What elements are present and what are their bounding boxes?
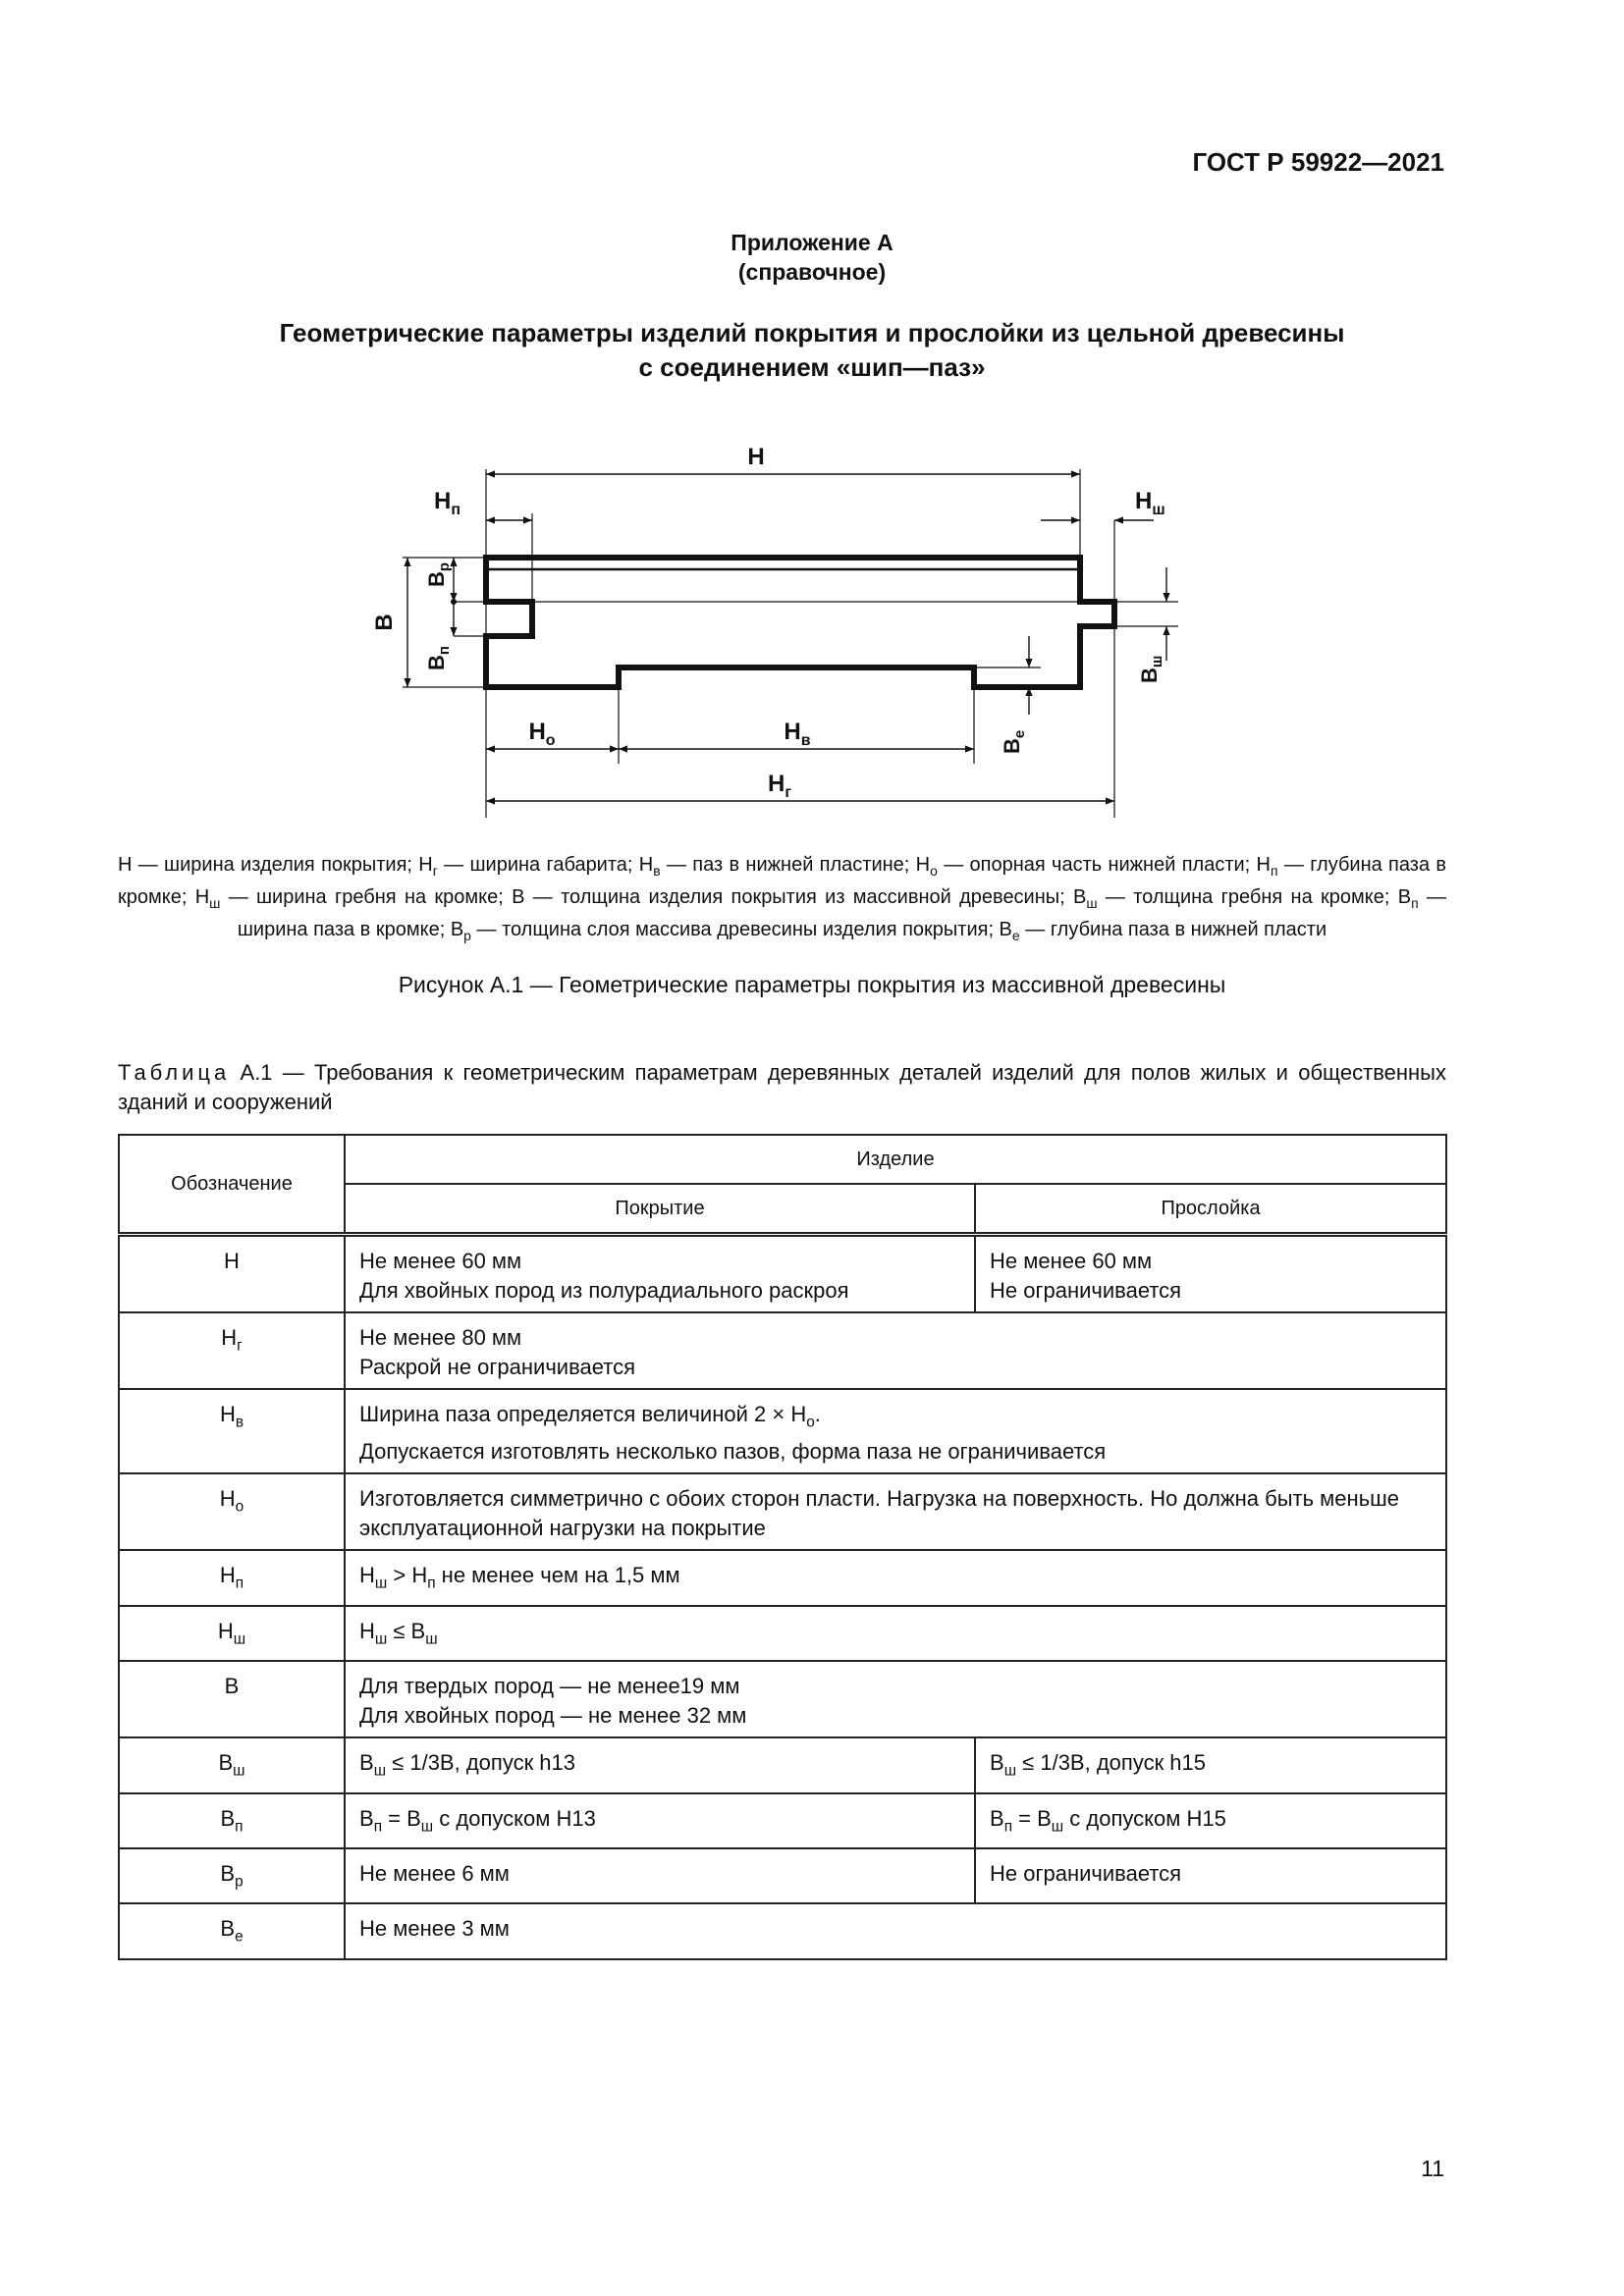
annex-title: Приложение А	[731, 230, 893, 255]
header-layer: Прослойка	[975, 1184, 1446, 1235]
document-id: ГОСТ Р 59922—2021	[1192, 147, 1444, 177]
annex-kind: (справочное)	[737, 259, 887, 285]
page-number: 11	[1421, 2156, 1444, 2181]
row-symbol: $Н_ш$	[119, 1606, 345, 1661]
row-layer: Не ограничивается	[975, 1848, 1446, 1903]
table-row	[119, 1737, 1446, 1792]
row-value: Для твердых пород — не менее19 мм Для хвойных пород — не менее 32 мм	[345, 1661, 1446, 1737]
row-cover: Не менее 6 мм	[345, 1848, 975, 1903]
row-cover: $В_п = В_ш$ с допуском Н13	[345, 1793, 975, 1848]
header-cover: Покрытие	[345, 1184, 975, 1235]
table-row	[119, 1473, 1446, 1550]
table-row	[119, 1848, 1446, 1903]
table-row	[119, 1389, 1446, 1473]
header-designation: Обозначение	[119, 1135, 345, 1235]
row-value: Не менее 80 мм Раскрой не ограничивается	[345, 1312, 1446, 1389]
row-layer: $В_ш \le 1/3В$, допуск h15	[975, 1737, 1446, 1792]
row-symbol: Н	[119, 1235, 345, 1313]
figure-caption: Рисунок А.1 — Геометрические параметры покрытия из массивной древесины	[398, 972, 1226, 997]
label-Hsh: $Н_ш$	[1135, 488, 1165, 518]
document-title	[118, 316, 1506, 385]
label-Be: $В_е$	[1000, 729, 1028, 754]
row-layer: $В_п = В_ш$ с допуском Н15	[975, 1793, 1446, 1848]
label-Hg: $Н_г$	[767, 771, 792, 801]
row-cover: $В_ш \le 1/3В$, допуск h13	[345, 1737, 975, 1792]
row-layer: Не менее 60 мм Не ограничивается	[975, 1235, 1446, 1313]
label-Hp: $Н_п$	[434, 488, 461, 518]
document-title-line-1: Геометрические параметры изделий покрытия и прослойки из цельной древесины	[279, 318, 1345, 347]
table-row	[119, 1903, 1446, 1958]
requirements-table	[118, 1134, 1447, 1960]
label-Hv: $Н_в$	[784, 719, 811, 749]
table-row	[119, 1312, 1446, 1389]
tongue-groove-profile-diagram	[363, 430, 1178, 832]
document-title-line-2: с соединением «шип—паз»	[638, 352, 986, 382]
row-symbol: В	[119, 1661, 345, 1737]
label-Bp: $В_р$	[424, 561, 453, 587]
row-value: Ширина паза определяется величиной $2 \times Н_о$. Допускается изготовлять несколько пазов, форма паза не ограничивается	[345, 1389, 1446, 1473]
label-H: Н	[747, 444, 765, 470]
table-caption: Таблица А.1 — Требования к геометрическим параметрам деревянных деталей изделий для полов жилых и общественных зданий и сооружений	[118, 1060, 1446, 1114]
row-value: Изготовляется симметрично с обоих сторон пласти. Нагрузка на поверхность. Но должна быть меньше эксплуатационной нагрузки на покрытие	[345, 1473, 1446, 1550]
row-symbol: $Н_п$	[119, 1550, 345, 1605]
table-row	[119, 1606, 1446, 1661]
label-B: В	[371, 614, 398, 631]
row-symbol: $В_е$	[119, 1903, 345, 1958]
row-symbol: $В_р$	[119, 1848, 345, 1903]
row-symbol: $Н_г$	[119, 1312, 345, 1389]
table-row	[119, 1235, 1446, 1313]
table-row	[119, 1793, 1446, 1848]
row-value: $Н_ш > Н_п$ не менее чем на 1,5 мм	[345, 1550, 1446, 1605]
figure-legend: Н — ширина изделия покрытия; $Н_г$ — ширина габарита; $Н_в$ — паз в нижней пластине; $Н_о$ — опорная часть нижней пласти; $Н_п$ — глубина паза в кромке; $Н_ш$ — ширина гребня на кромке; В — толщина изделия покрытия из массивной древесины; $В_ш$ — толщина гребня на кромке; $В_п$ — ширина паза в кромке; $В_р$ — толщина слоя массива древесины изделия покрытия; $В_е$ — глубина паза в нижней пласти	[118, 854, 1447, 943]
label-Bsh: $В_ш$	[1137, 655, 1165, 683]
row-cover: Не менее 60 мм Для хвойных пород из полурадиального раскроя	[345, 1235, 975, 1313]
row-symbol: $Н_в$	[119, 1389, 345, 1473]
row-symbol: $Н_о$	[119, 1473, 345, 1550]
row-value: $Н_ш \le В_ш$	[345, 1606, 1446, 1661]
table-row	[119, 1661, 1446, 1737]
label-Bpp: $В_п$	[424, 646, 453, 670]
row-symbol: $В_п$	[119, 1793, 345, 1848]
header-product: Изделие	[345, 1135, 1446, 1184]
table-row	[119, 1550, 1446, 1605]
row-symbol: $В_ш$	[119, 1737, 345, 1792]
table-label: Таблица	[118, 1060, 231, 1085]
label-Ho: $Н_о$	[528, 719, 556, 749]
row-value: Не менее 3 мм	[345, 1903, 1446, 1958]
